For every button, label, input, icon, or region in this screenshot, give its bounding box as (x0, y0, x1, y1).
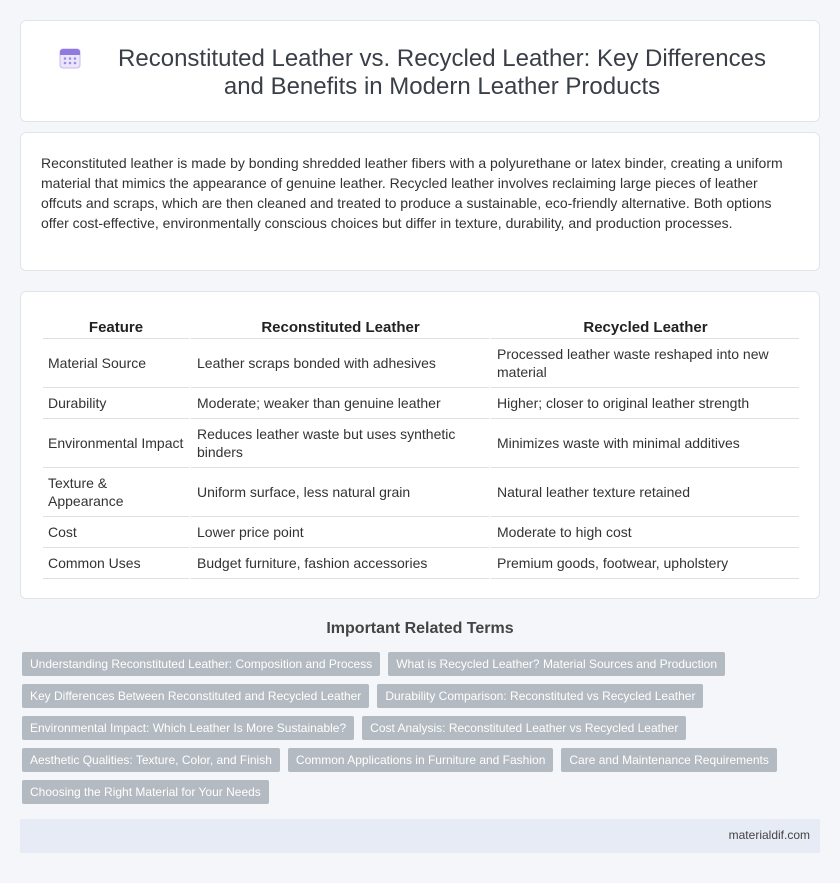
footer-site-link[interactable]: materialdif.com (728, 828, 810, 842)
related-term-tag[interactable]: Common Applications in Furniture and Fashion (288, 748, 553, 772)
cell-feature: Texture & Appearance (43, 468, 189, 517)
cell-reconstituted: Budget furniture, fashion accessories (189, 548, 489, 579)
table-header-row (43, 316, 799, 339)
table-row (43, 548, 799, 579)
table-row (43, 419, 799, 468)
related-terms-list (22, 652, 812, 804)
cell-feature: Environmental Impact (43, 419, 189, 468)
cell-feature: Cost (43, 517, 189, 548)
related-term-tag[interactable]: What is Recycled Leather? Material Sources and Production (388, 652, 725, 676)
cell-recycled: Natural leather texture retained (489, 468, 799, 517)
related-term-tag[interactable]: Care and Maintenance Requirements (561, 748, 776, 772)
related-term-tag[interactable]: Key Differences Between Reconstituted and Recycled Leather (22, 684, 369, 708)
table-row (43, 517, 799, 548)
related-term-tag[interactable]: Durability Comparison: Reconstituted vs Recycled Leather (377, 684, 703, 708)
cell-feature: Material Source (43, 339, 189, 388)
cell-feature: Durability (43, 388, 189, 419)
cell-recycled: Higher; closer to original leather strength (489, 388, 799, 419)
related-terms-title: Important Related Terms (326, 620, 514, 637)
cell-reconstituted: Reduces leather waste but uses synthetic binders (189, 419, 489, 468)
related-term-tag[interactable]: Choosing the Right Material for Your Needs (22, 780, 269, 804)
intro-paragraph: Reconstituted leather is made by bonding shredded leather fibers with a polyurethane or latex binder, creating a uniform material that mimics the appearance of genuine leather. Recycled leather involves reclaiming large pieces of leather offcuts and scraps, which are then cleaned and treated to produce a sustainable, eco-friendly alternative. Both options offer cost-effective, environmentally conscious choices but differ in texture, durability, and production processes. (41, 155, 783, 231)
related-term-tag[interactable]: Environmental Impact: Which Leather Is More Sustainable? (22, 716, 354, 740)
footer (20, 819, 820, 853)
header-recycled: Recycled Leather (489, 316, 799, 339)
cell-reconstituted: Moderate; weaker than genuine leather (189, 388, 489, 419)
cell-recycled: Premium goods, footwear, upholstery (489, 548, 799, 579)
cell-recycled: Processed leather waste reshaped into new material (489, 339, 799, 388)
header-reconstituted: Reconstituted Leather (189, 316, 489, 339)
header-card (20, 20, 820, 122)
page-title: Reconstituted Leather vs. Recycled Leather: Key Differences and Benefits in Modern Leather Products (118, 45, 766, 100)
cell-feature: Common Uses (43, 548, 189, 579)
comparison-table-card (20, 291, 820, 599)
cell-recycled: Minimizes waste with minimal additives (489, 419, 799, 468)
header-feature: Feature (43, 316, 189, 339)
related-term-tag[interactable]: Cost Analysis: Reconstituted Leather vs Recycled Leather (362, 716, 686, 740)
related-term-tag[interactable]: Understanding Reconstituted Leather: Composition and Process (22, 652, 380, 676)
table-row (43, 468, 799, 517)
intro-card (20, 132, 820, 271)
table-row (43, 388, 799, 419)
cell-recycled: Moderate to high cost (489, 517, 799, 548)
comparison-table (43, 316, 799, 579)
cell-reconstituted: Uniform surface, less natural grain (189, 468, 489, 517)
cell-reconstituted: Lower price point (189, 517, 489, 548)
related-term-tag[interactable]: Aesthetic Qualities: Texture, Color, and Finish (22, 748, 280, 772)
table-row (43, 339, 799, 388)
cell-reconstituted: Leather scraps bonded with adhesives (189, 339, 489, 388)
